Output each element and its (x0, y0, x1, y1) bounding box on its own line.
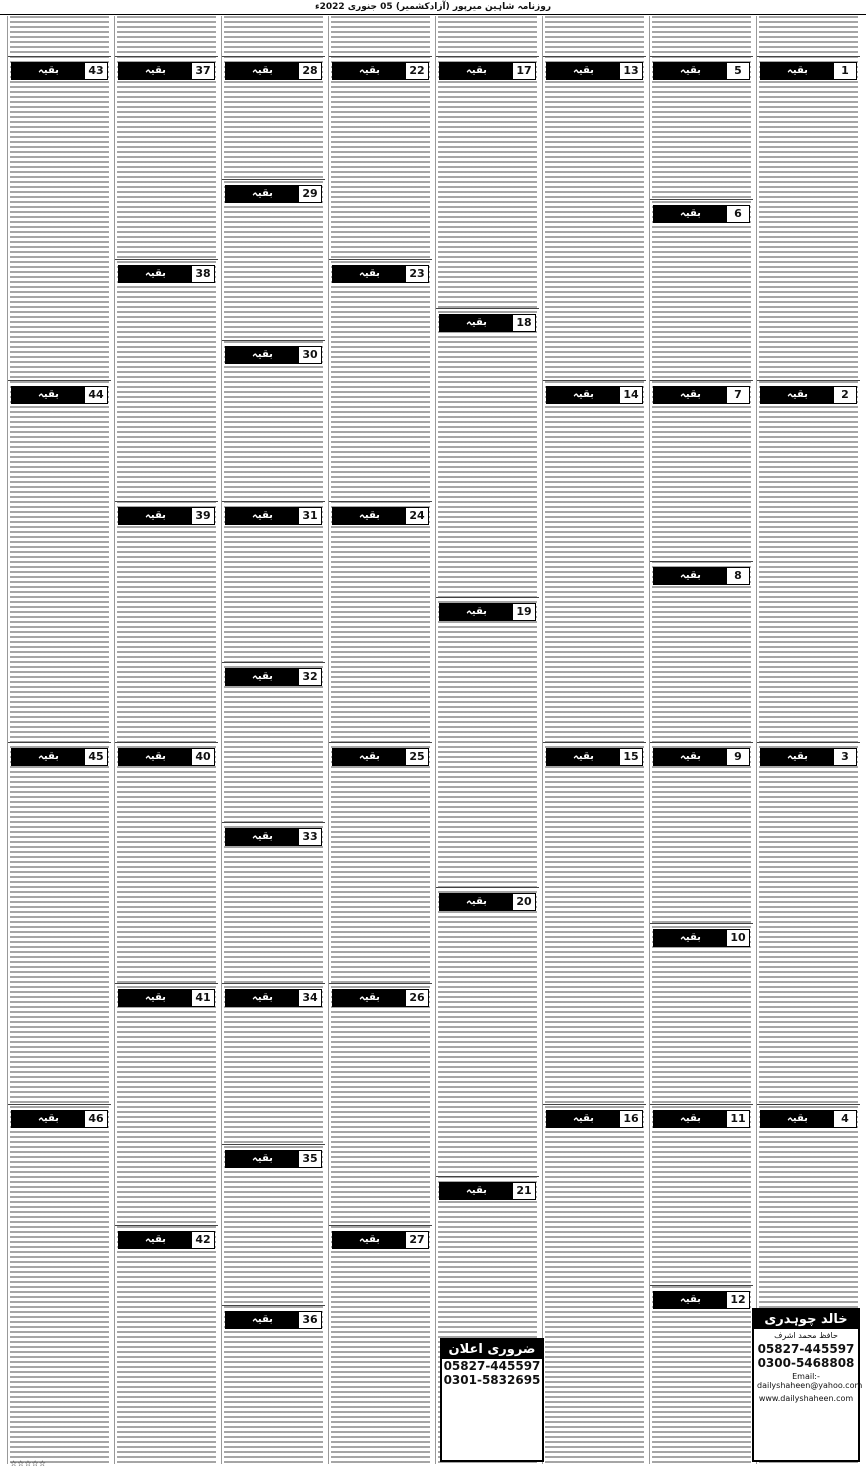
continuation-number: 29 (302, 187, 318, 200)
continuation-number: 18 (516, 316, 532, 329)
continuation-label: بقیہ (440, 604, 513, 620)
section-divider (650, 561, 753, 562)
continuation-number: 7 (734, 388, 742, 401)
continuation-number: 5 (734, 64, 742, 77)
continuation-number: 20 (516, 895, 532, 908)
continuation-number: 35 (302, 1152, 318, 1165)
continuation-number: 45 (88, 750, 104, 763)
continuation-number: 11 (730, 1112, 746, 1125)
notice-title: ضروری اعلان (442, 1340, 542, 1359)
continuation-box (118, 1231, 215, 1249)
section-divider (222, 56, 325, 57)
continuation-box (546, 1110, 643, 1128)
section-divider (8, 380, 111, 381)
columns-area (6, 16, 863, 1464)
continuation-label: بقیہ (654, 749, 727, 765)
editor-phone-2: 0300-5468808 (757, 1356, 855, 1370)
continuation-number: 1 (841, 64, 849, 77)
section-divider (329, 501, 432, 502)
section-divider (650, 1104, 753, 1105)
continuation-number: 33 (302, 830, 318, 843)
continuation-box (332, 748, 429, 766)
chief-editor-name: خالد چوہدری (754, 1310, 858, 1329)
continuation-number: 28 (302, 64, 318, 77)
continuation-label: بقیہ (119, 1232, 192, 1248)
continuation-label: بقیہ (547, 1111, 620, 1127)
continuation-label: بقیہ (761, 1111, 834, 1127)
continuation-label: بقیہ (119, 266, 192, 282)
continuation-box (653, 748, 750, 766)
section-divider (436, 887, 539, 888)
section-divider (436, 1176, 539, 1177)
continuation-box (225, 346, 322, 364)
section-divider (222, 501, 325, 502)
column-4 (435, 16, 539, 1464)
text-block (652, 16, 751, 1464)
masthead: روزنامہ شاہین میرپور (آزادکشمیر) 05 جنوری 2022ء (0, 0, 866, 15)
continuation-label: بقیہ (226, 1312, 299, 1328)
continuation-label: بقیہ (333, 63, 406, 79)
continuation-number: 40 (195, 750, 211, 763)
editor-web: www.dailyshaheen.com (758, 1394, 854, 1403)
continuation-label: بقیہ (654, 63, 727, 79)
editor-email: Email:-dailyshaheen@yahoo.com (757, 1372, 863, 1390)
continuation-box (11, 62, 108, 80)
continuation-box (653, 205, 750, 223)
section-divider (8, 742, 111, 743)
section-divider (543, 1104, 646, 1105)
continuation-label: بقیہ (333, 508, 406, 524)
column-5 (328, 16, 432, 1464)
continuation-label: بقیہ (333, 749, 406, 765)
section-divider (329, 742, 432, 743)
continuation-number: 27 (409, 1233, 425, 1246)
column-3 (542, 16, 646, 1464)
continuation-label: بقیہ (654, 387, 727, 403)
continuation-number: 19 (516, 605, 532, 618)
continuation-box (760, 1110, 857, 1128)
column-6 (221, 16, 325, 1464)
section-divider (543, 56, 646, 57)
continuation-label: بقیہ (226, 508, 299, 524)
section-divider (757, 380, 860, 381)
text-block (10, 16, 109, 1464)
continuation-box (225, 668, 322, 686)
continuation-label: بقیہ (654, 1292, 727, 1308)
text-block (545, 16, 644, 1464)
continuation-number: 25 (409, 750, 425, 763)
section-divider (222, 662, 325, 663)
continuation-number: 3 (841, 750, 849, 763)
continuation-box (118, 507, 215, 525)
continuation-number: 41 (195, 991, 211, 1004)
continuation-box (225, 62, 322, 80)
continuation-box (118, 62, 215, 80)
section-divider (757, 56, 860, 57)
continuation-number: 34 (302, 991, 318, 1004)
continuation-label: بقیہ (12, 387, 85, 403)
continuation-box (760, 748, 857, 766)
section-divider (650, 1285, 753, 1286)
section-divider (329, 983, 432, 984)
continuation-number: 39 (195, 509, 211, 522)
continuation-box (653, 929, 750, 947)
section-divider (8, 1104, 111, 1105)
section-divider (329, 259, 432, 260)
column-8 (7, 16, 111, 1464)
continuation-box (225, 1311, 322, 1329)
continuation-box (118, 989, 215, 1007)
text-block (224, 16, 323, 1464)
continuation-number: 12 (730, 1293, 746, 1306)
continuation-number: 10 (730, 931, 746, 944)
footer-stars: ☆☆☆☆☆ (10, 1459, 46, 1468)
continuation-label: بقیہ (119, 63, 192, 79)
section-divider (436, 56, 539, 57)
continuation-box (11, 1110, 108, 1128)
continuation-label: بقیہ (226, 63, 299, 79)
continuation-label: بقیہ (333, 990, 406, 1006)
notice-box (440, 1338, 544, 1462)
continuation-label: بقیہ (440, 315, 513, 331)
continuation-label: بقیہ (547, 749, 620, 765)
section-divider (115, 501, 218, 502)
section-divider (650, 56, 753, 57)
continuation-box (653, 1110, 750, 1128)
editor-box (752, 1308, 863, 1462)
continuation-number: 42 (195, 1233, 211, 1246)
continuation-number: 9 (734, 750, 742, 763)
section-divider (222, 340, 325, 341)
section-divider (650, 923, 753, 924)
section-divider (543, 380, 646, 381)
continuation-box (332, 1231, 429, 1249)
continuation-box (118, 265, 215, 283)
continuation-box (760, 386, 857, 404)
section-divider (650, 199, 753, 200)
continuation-number: 13 (623, 64, 639, 77)
continuation-number: 43 (88, 64, 104, 77)
continuation-box (225, 1150, 322, 1168)
continuation-number: 23 (409, 267, 425, 280)
continuation-label: بقیہ (654, 206, 727, 222)
section-divider (650, 380, 753, 381)
continuation-label: بقیہ (761, 63, 834, 79)
section-divider (650, 742, 753, 743)
continuation-box (225, 828, 322, 846)
continuation-box (225, 507, 322, 525)
continuation-box (653, 567, 750, 585)
continuation-box (118, 748, 215, 766)
continuation-label: بقیہ (226, 186, 299, 202)
continuation-label: بقیہ (440, 63, 513, 79)
continuation-box (332, 265, 429, 283)
section-divider (329, 56, 432, 57)
continuation-box (546, 62, 643, 80)
continuation-label: بقیہ (654, 930, 727, 946)
continuation-label: بقیہ (226, 347, 299, 363)
continuation-label: بقیہ (547, 387, 620, 403)
continuation-box (653, 386, 750, 404)
notice-phone-1: 05827-445597 (443, 1359, 541, 1373)
section-divider (436, 308, 539, 309)
continuation-label: بقیہ (226, 669, 299, 685)
continuation-box (332, 62, 429, 80)
section-divider (222, 1305, 325, 1306)
continuation-number: 4 (841, 1112, 849, 1125)
continuation-number: 31 (302, 509, 318, 522)
section-divider (436, 597, 539, 598)
continuation-number: 17 (516, 64, 532, 77)
continuation-label: بقیہ (440, 1183, 513, 1199)
continuation-label: بقیہ (226, 1151, 299, 1167)
continuation-number: 37 (195, 64, 211, 77)
continuation-number: 46 (88, 1112, 104, 1125)
continuation-label: بقیہ (226, 990, 299, 1006)
continuation-box (439, 1182, 536, 1200)
section-divider (115, 56, 218, 57)
column-1 (756, 16, 863, 1464)
continuation-number: 38 (195, 267, 211, 280)
continuation-number: 16 (623, 1112, 639, 1125)
section-divider (222, 822, 325, 823)
continuation-box (439, 62, 536, 80)
editor-phone-1: 05827-445597 (757, 1342, 855, 1356)
continuation-label: بقیہ (12, 749, 85, 765)
continuation-box (11, 748, 108, 766)
continuation-label: بقیہ (12, 63, 85, 79)
text-block (438, 16, 537, 1464)
section-divider (543, 742, 646, 743)
section-divider (222, 1144, 325, 1145)
continuation-number: 21 (516, 1184, 532, 1197)
continuation-number: 22 (409, 64, 425, 77)
continuation-label: بقیہ (547, 63, 620, 79)
text-block (759, 16, 858, 1464)
continuation-box (653, 62, 750, 80)
notice-phone-2: 0301-5832695 (443, 1373, 541, 1387)
continuation-label: بقیہ (119, 749, 192, 765)
continuation-label: بقیہ (761, 749, 834, 765)
continuation-number: 6 (734, 207, 742, 220)
continuation-box (546, 748, 643, 766)
section-divider (222, 179, 325, 180)
section-divider (757, 1104, 860, 1105)
section-divider (115, 983, 218, 984)
section-divider (222, 983, 325, 984)
section-divider (115, 259, 218, 260)
continuation-number: 44 (88, 388, 104, 401)
section-divider (329, 1225, 432, 1226)
managing-editor: حافظ محمد اشرف (774, 1331, 838, 1340)
continuation-box (11, 386, 108, 404)
continuation-box (332, 989, 429, 1007)
continuation-number: 26 (409, 991, 425, 1004)
section-divider (8, 56, 111, 57)
continuation-box (760, 62, 857, 80)
continuation-box (332, 507, 429, 525)
continuation-label: بقیہ (119, 990, 192, 1006)
continuation-label: بقیہ (440, 894, 513, 910)
column-2 (649, 16, 753, 1464)
continuation-number: 15 (623, 750, 639, 763)
continuation-box (653, 1291, 750, 1309)
continuation-label: بقیہ (226, 829, 299, 845)
column-7 (114, 16, 218, 1464)
continuation-box (225, 185, 322, 203)
continuation-label: بقیہ (12, 1111, 85, 1127)
continuation-number: 24 (409, 509, 425, 522)
section-divider (115, 1225, 218, 1226)
section-divider (757, 742, 860, 743)
continuation-label: بقیہ (333, 266, 406, 282)
continuation-box (225, 989, 322, 1007)
continuation-box (546, 386, 643, 404)
continuation-label: بقیہ (119, 508, 192, 524)
continuation-box (439, 314, 536, 332)
continuation-number: 8 (734, 569, 742, 582)
continuation-number: 14 (623, 388, 639, 401)
continuation-number: 30 (302, 348, 318, 361)
continuation-label: بقیہ (333, 1232, 406, 1248)
continuation-number: 32 (302, 670, 318, 683)
section-divider (115, 742, 218, 743)
continuation-number: 36 (302, 1313, 318, 1326)
continuation-box (439, 603, 536, 621)
continuation-label: بقیہ (654, 568, 727, 584)
continuation-number: 2 (841, 388, 849, 401)
continuation-label: بقیہ (654, 1111, 727, 1127)
continuation-label: بقیہ (761, 387, 834, 403)
continuation-box (439, 893, 536, 911)
